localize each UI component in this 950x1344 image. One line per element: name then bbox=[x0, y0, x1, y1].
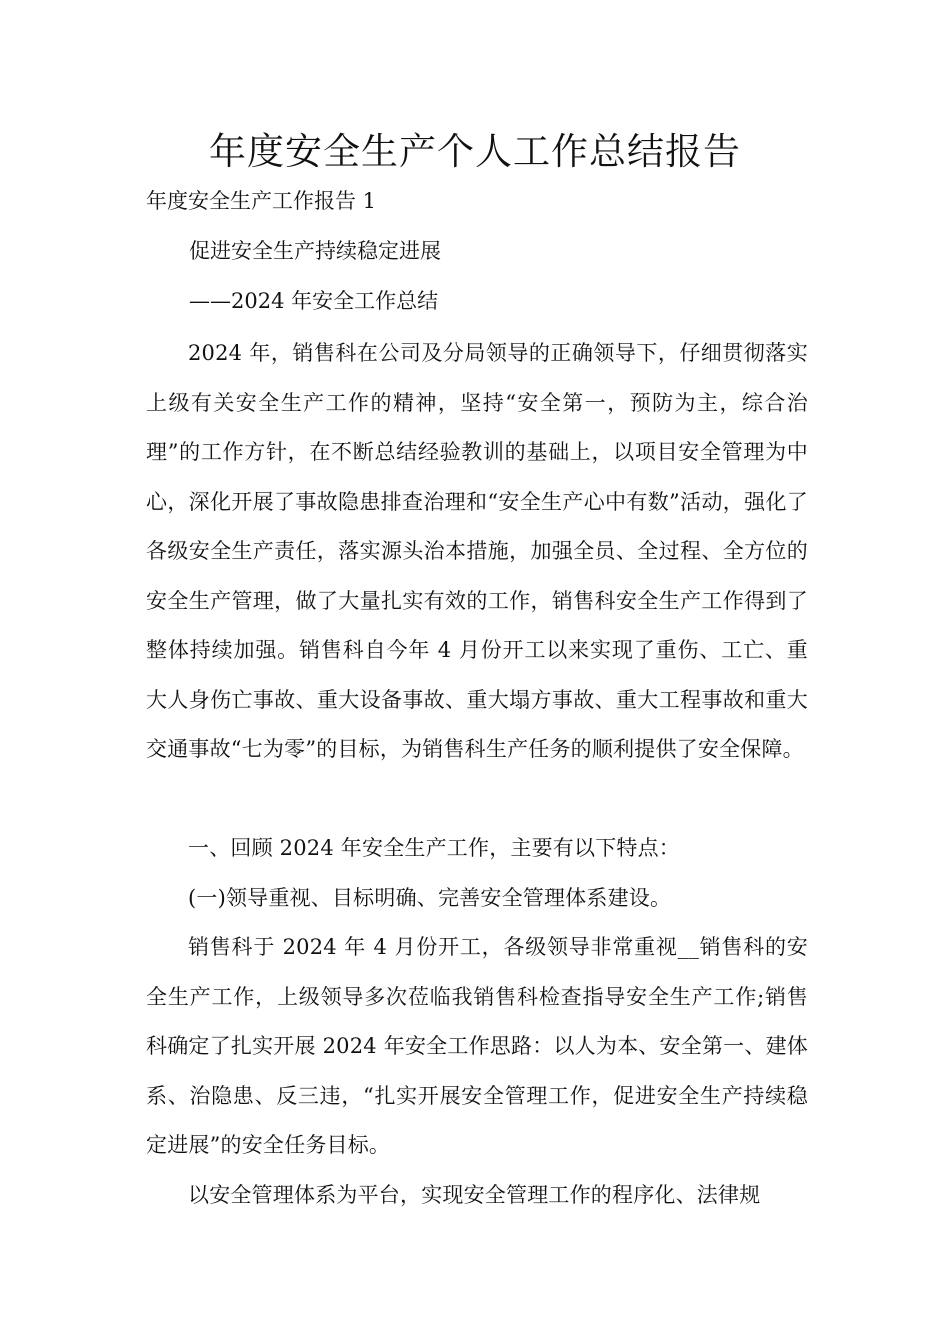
section-heading: 年度安全生产工作报告 1 bbox=[146, 189, 377, 213]
body-paragraph-4: 销售科于 2024 年 4 月份开工，各级领导非常重视__销售科的安全生产工作，上级领导多次莅临我销售科检查指导安全生产工作;销售科确定了扎实开展 2024 年安全工作思路：以人为本、安全第一、建体系、治隐患、反三违，“扎实开展安全管理工作，促进安全生产持续稳定进展”的安全任务目标。 bbox=[146, 935, 808, 1157]
sub-title-2: ——2024 年安全工作总结 bbox=[189, 289, 439, 313]
body-paragraph-1: 2024 年，销售科在公司及分局领导的正确领导下，仔细贯彻落实上级有关安全生产工作的精神，坚持“安全第一，预防为主，综合治理”的工作方针，在不断总结经验教训的基础上，以项目安全管理为中心，深化开展了事故隐患排查治理和“安全生产心中有数”活动，强化了各级安全生产责任，落实源头治本措施，加强全员、全过程、全方位的安全生产管理，做了大量扎实有效的工作，销售科安全生产工作得到了整体持续加强。销售科自今年 4 月份开工以来实现了重伤、工亡、重大人身伤亡事故、重大设备事故、重大塌方事故、重大工程事故和重大交通事故“七为零”的目标，为销售科生产任务的顺利提供了安全保障。 bbox=[146, 341, 808, 761]
document-title: 年度安全生产个人工作总结报告 bbox=[209, 130, 741, 173]
body-paragraph-2: 一、回顾 2024 年安全生产工作，主要有以下特点： bbox=[188, 836, 680, 860]
body-paragraph-3: (一)领导重视、目标明确、完善安全管理体系建设。 bbox=[188, 886, 672, 910]
body-paragraph-5: 以安全管理体系为平台，实现安全管理工作的程序化、法律规 bbox=[188, 1183, 761, 1207]
sub-title: 促进安全生产持续稳定进展 bbox=[189, 239, 441, 263]
